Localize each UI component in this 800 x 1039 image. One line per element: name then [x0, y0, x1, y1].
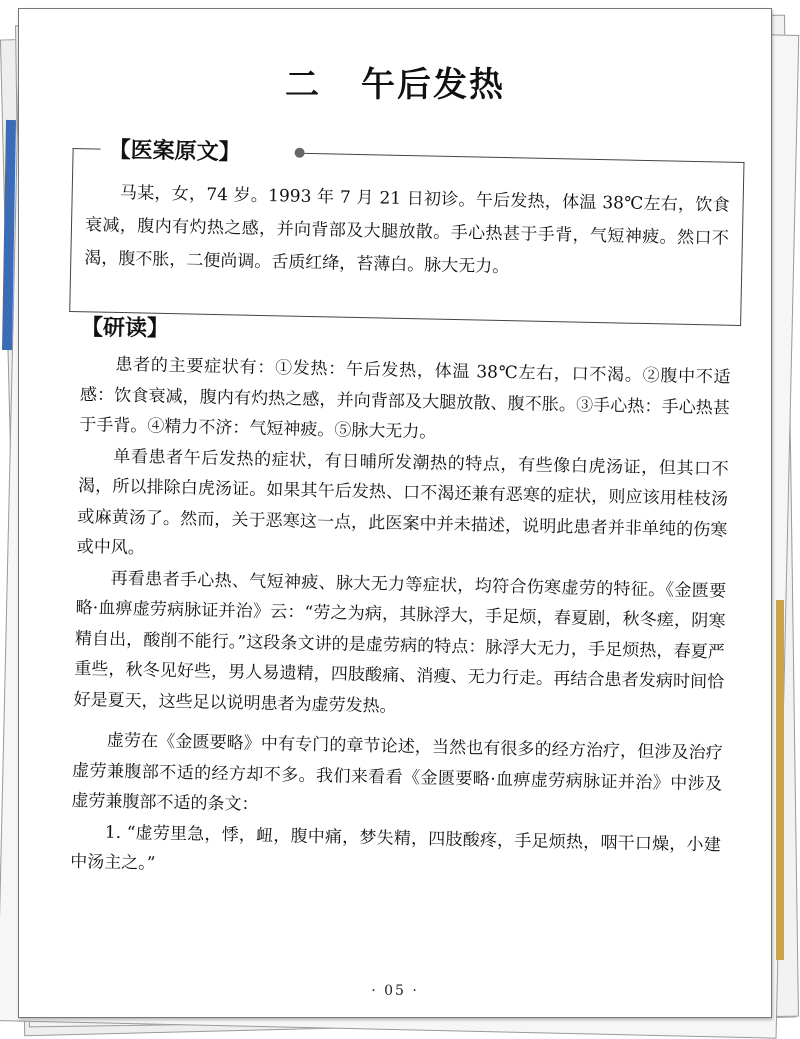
page-title	[19, 57, 771, 106]
paragraph: 患者的主要症状有：①发热：午后发热，体温 38℃左右，口不渴。②腹中不适感：饮食衰减，腹内有灼热之感，并向背部及大腿放散、腹不胀。③手心热：手心热甚于手背。④精力不济：气短神疲。⑤脉大无力。	[79, 354, 731, 443]
reading-heading: 【研读】	[80, 315, 170, 342]
case-heading: 【医案原文】	[104, 133, 245, 167]
case-box	[69, 134, 745, 326]
reading-body	[70, 349, 731, 891]
paragraph: 再看患者手心热、气短神疲、脉大无力等症状，均符合伤寒虚劳的特征。《金匮要略·血痹虚劳病脉证并治》云：“劳之为病，其脉浮大，手足烦，春夏剧，秋冬瘥，阴寒精自出，酸削不能行。”这段条文讲的是虚劳病的特点：脉浮大无力，手足烦热，春夏严重些，秋冬见好些，男人易遗精，四肢酸痛、消瘦、无力行走。再结合患者发病时间恰好是夏天，这些足以说明患者为虚劳发热。	[73, 568, 727, 717]
paragraph: 虚劳在《金匮要略》中有专门的章节论述，当然也有很多的经方治疗，但涉及治疗虚劳兼腹部不适的经方却不多。我们来看看《金匮要略·血痹虚劳病脉证并治》中涉及虚劳兼腹部不适的条文：	[71, 730, 723, 815]
paragraph: 1. “虚劳里急，悸，衄，腹中痛，梦失精，四肢酸疼，手足烦热，咽干口燥，小建中汤主之。”	[70, 822, 721, 874]
section-number: 二	[285, 65, 321, 105]
book-page	[18, 8, 772, 1018]
section-title: 午后发热	[361, 65, 505, 105]
page-edge-accent	[776, 600, 784, 960]
page-number: · 05 ·	[371, 983, 419, 999]
paragraph: 单看患者午后发热的症状，有日晡所发潮热的特点，有些像白虎汤证，但其口不渴，所以排除白虎汤证。如果其午后发热、口不渴还兼有恶寒的症状，则应该用桂枝汤或麻黄汤了。然而，关于恶寒这一点，此医案中并未描述，说明此患者并非单纯的伤寒或中风。	[76, 446, 729, 559]
case-text	[84, 176, 730, 288]
case-text-content: 马某，女，74 岁。1993 年 7 月 21 日初诊。午后发热，体温 38℃左右，饮食衰减，腹内有灼热之感，并向背部及大腿放散。手心热甚于手背，气短神疲。然口不渴，腹不胀，二便尚调。舌质红绛，苔薄白。脉大无力。	[84, 182, 730, 278]
